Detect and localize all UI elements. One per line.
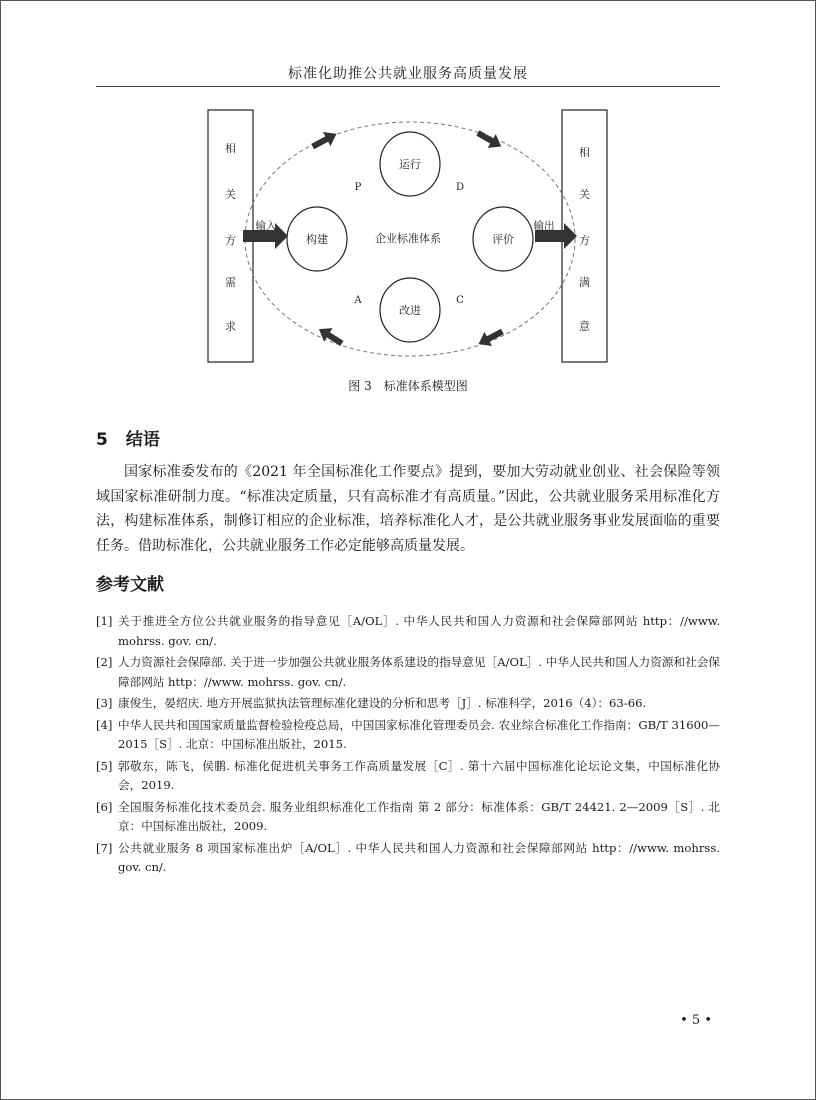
figure-caption: 图 3 标准体系模型图	[348, 379, 468, 393]
left-box-char: 需	[225, 276, 236, 289]
cycle-arrow-top-right	[474, 126, 505, 153]
section-heading	[96, 425, 160, 450]
reference-number: [6]	[96, 799, 113, 814]
reference-text: 全国服务标准化技术委员会. 服务业组织标准化工作指南 第 2 部分：标准体系：GB/T 24421. 2—2009［S］. 北京：中国标准出版社，2009.	[118, 799, 720, 833]
references-list	[96, 612, 720, 880]
page-number: • 5 •	[680, 1013, 712, 1028]
pdca-a: A	[354, 295, 362, 306]
running-header: 标准化助推公共就业服务高质量发展	[288, 66, 528, 82]
input-label: 输入	[255, 220, 277, 232]
pdca-c: C	[456, 295, 464, 306]
pdca-p: P	[354, 182, 362, 193]
reference-item	[96, 757, 720, 796]
right-box-char: 相	[579, 146, 590, 159]
reference-item	[96, 798, 720, 837]
references-heading: 参考文献	[96, 575, 164, 595]
reference-number: [7]	[96, 840, 113, 855]
reference-number: [1]	[96, 614, 113, 628]
reference-item	[96, 653, 720, 692]
reference-text: 郭敬东，陈飞，侯鹏. 标准化促进机关事务工作高质量发展［C］. 第十六届中国标准化论坛论文集，中国标准化协会，2019.	[118, 758, 720, 792]
reference-text: 公共就业服务 8 项国家标准出炉［A/OL］. 中华人民共和国人力资源和社会保障部网站 http：//www. mohrss. gov. cn/.	[118, 840, 720, 874]
reference-text: 康俊生，晏绍庆. 地方开展监狱执法管理标准化建设的分析和思考［J］. 标准科学，2016（4）：63-66.	[118, 696, 647, 710]
cycle-arrow-bottom-right	[475, 324, 506, 351]
reference-item	[96, 694, 720, 714]
reference-item	[96, 612, 720, 651]
conclusion-paragraph: 国家标准委发布的《2021 年全国标准化工作要点》提到，要加大劳动就业创业、社会保险等领域国家标准研制力度。“标准决定质量，只有高标准才有高质量。”因此，公共就业服务采用标准化方法，构建标准体系，制修订相应的企业标准，培养标准化人才，是公共就业服务事业发展面临的重要任务。借助标准化，公共就业服务工作必定能够高质量发展。	[96, 464, 720, 554]
pdca-d: D	[455, 182, 465, 193]
left-box-char: 关	[225, 188, 236, 201]
left-box-char: 相	[225, 142, 236, 155]
reference-number: [2]	[96, 655, 113, 669]
cycle-arrow-top-left	[309, 127, 340, 154]
center-label: 企业标准体系	[375, 232, 441, 245]
header-rule	[96, 86, 720, 87]
reference-item	[96, 839, 720, 878]
section-number: 5	[96, 430, 108, 450]
reference-number: [4]	[96, 717, 113, 732]
circle-run-label: 运行	[399, 158, 421, 171]
reference-number: [3]	[96, 696, 113, 710]
section-title: 结语	[125, 430, 160, 450]
right-box-char: 方	[579, 234, 590, 247]
reference-text: 中华人民共和国国家质量监督检验检疫总局，中国国家标准化管理委员会. 农业综合标准化工作指南：GB/T 31600—2015［S］. 北京：中国标准出版社，2015.	[118, 717, 720, 751]
circle-evaluate-label: 评价	[492, 233, 514, 246]
output-label: 输出	[533, 220, 555, 232]
left-box-char: 求	[225, 320, 236, 333]
right-box-char: 满	[579, 276, 590, 289]
reference-text: 人力资源社会保障部. 关于进一步加强公共就业服务体系建设的指导意见［A/OL］. 中华人民共和国人力资源和社会保障部网站 http：//www. mohrss. gov. cn/.	[118, 655, 720, 689]
right-box-char: 关	[579, 188, 590, 201]
circle-build-label: 构建	[306, 233, 328, 246]
right-box-char: 意	[579, 320, 590, 333]
circle-improve-label: 改进	[399, 304, 421, 317]
left-box-char: 方	[225, 234, 236, 247]
reference-item	[96, 716, 720, 755]
reference-text: 关于推进全方位公共就业服务的指导意见［A/OL］. 中华人民共和国人力资源和社会保障部网站 http：//www. mohrss. gov. cn/.	[118, 614, 720, 648]
standard-system-model-figure	[200, 104, 620, 368]
reference-number: [5]	[96, 758, 113, 773]
